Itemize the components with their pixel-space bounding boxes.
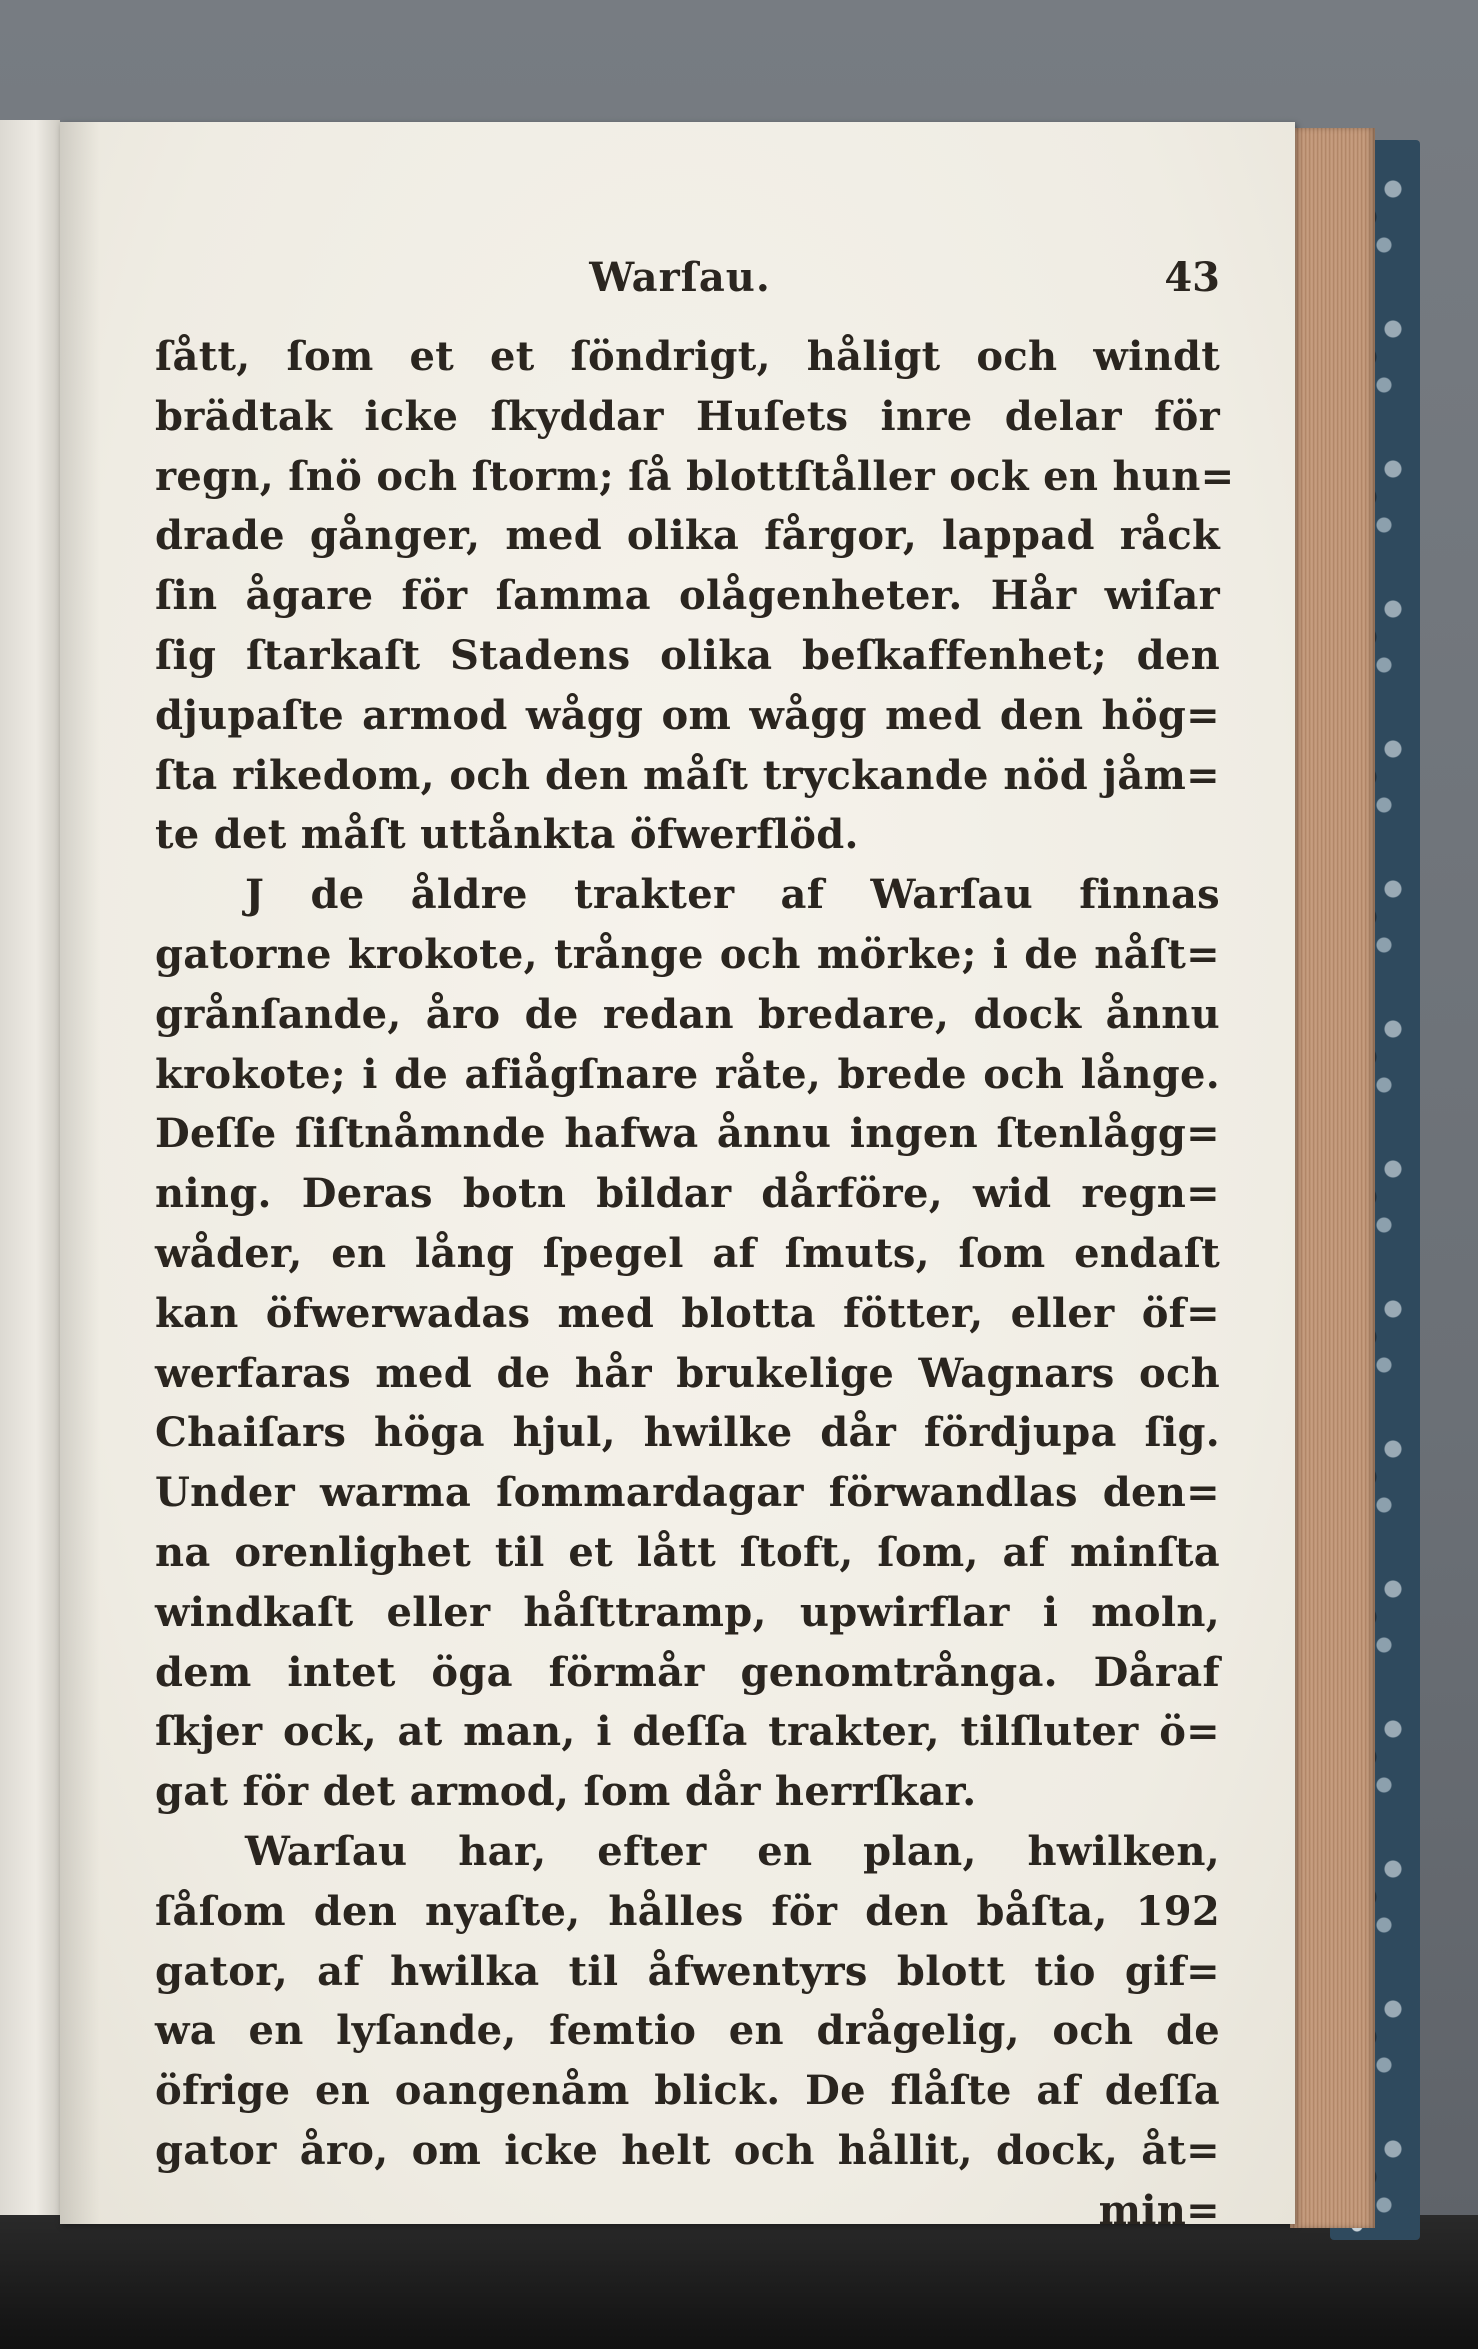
text-line: ſta rikedom, och den måſt tryckande nöd jåm=	[155, 751, 1220, 799]
text-line: ſin ågare för ſamma olågenheter. Hår wiſar	[155, 572, 1220, 620]
text-line: windkaſt eller håſttramp, upwirflar i moln,	[155, 1588, 1220, 1636]
text-line: Chaiſars höga hjul, hwilke dår fördjupa ſig.	[155, 1409, 1220, 1457]
text-line: ſått, ſom et et ſöndrigt, håligt och windt	[155, 333, 1220, 380]
facing-page-edge	[0, 120, 60, 2215]
text-line: na orenlighet til et lått ſtoft, ſom, af minſta	[155, 1528, 1220, 1576]
text-line: djupaſte armod wågg om wågg med den hög=	[155, 691, 1220, 739]
text-line: gat för det armod, ſom dår herrſkar.	[155, 1768, 977, 1816]
gutter-shade	[60, 122, 100, 2224]
catchword: min=	[1098, 2186, 1220, 2234]
text-line: ning. Deras botn bildar dårföre, wid regn=	[155, 1170, 1220, 1218]
text-line: Deſſe ſiſtnåmnde hafwa ånnu ingen ſtenlågg=	[155, 1110, 1220, 1158]
running-head	[140, 254, 1220, 314]
text-line: Warſau har, efter en plan, hwilken,	[245, 1827, 1220, 1875]
text-line: Under warma ſommardagar förwandlas den=	[155, 1469, 1220, 1517]
text-line: wåder, en lång ſpegel af ſmuts, ſom endaſt	[155, 1229, 1220, 1277]
page-block-edges	[1290, 128, 1375, 2228]
text-line: werfaras med de hår brukelige Wagnars och	[155, 1349, 1220, 1397]
text-line: gatorne krokote, trånge och mörke; i de nåſt=	[155, 930, 1220, 978]
body-text	[155, 327, 1235, 2241]
text-line: gator, af hwilka til åfwentyrs blott tio gif=	[155, 1947, 1220, 1995]
text-line: kan öfwerwadas med blotta fötter, eller öf=	[155, 1289, 1220, 1337]
text-line: ſig ſtarkaſt Stadens olika beſkaffenhet; den	[155, 631, 1220, 679]
text-line: te det måſt uttånkta öfwerflöd.	[155, 811, 859, 859]
running-title: Warſau.	[589, 254, 771, 301]
page-number: 43	[1164, 254, 1220, 301]
text-line: ſåſom den nyaſte, hålles för den båſta, 192	[155, 1887, 1220, 1935]
text-line: dem intet öga förmår genomtrånga. Dåraf	[155, 1648, 1220, 1696]
text-line: ſkjer ock, at man, i deſſa trakter, tilſluter ö=	[155, 1708, 1220, 1756]
text-line: brädtak icke ſkyddar Huſets inre delar för	[155, 392, 1220, 440]
text-line: öfrige en oangenåm blick. De flåſte af deſſa	[155, 2067, 1220, 2115]
text-line: gator åro, om icke helt och hållit, dock, åt=	[155, 2126, 1220, 2174]
text-line: grånſande, åro de redan bredare, dock ånnu	[155, 990, 1220, 1038]
text-line: regn, ſnö och ſtorm; ſå blottſtåller ock en hun=	[155, 452, 1235, 500]
text-line: wa en lyſande, femtio en drågelig, och de	[155, 2007, 1220, 2055]
text-line: krokote; i de afiågſnare råte, brede och långe.	[155, 1050, 1220, 1098]
book-page	[60, 122, 1295, 2234]
text-line: drade gånger, med olika fårgor, lappad råck	[155, 512, 1220, 560]
text-line: J de åldre trakter af Warſau finnas	[245, 871, 1220, 919]
